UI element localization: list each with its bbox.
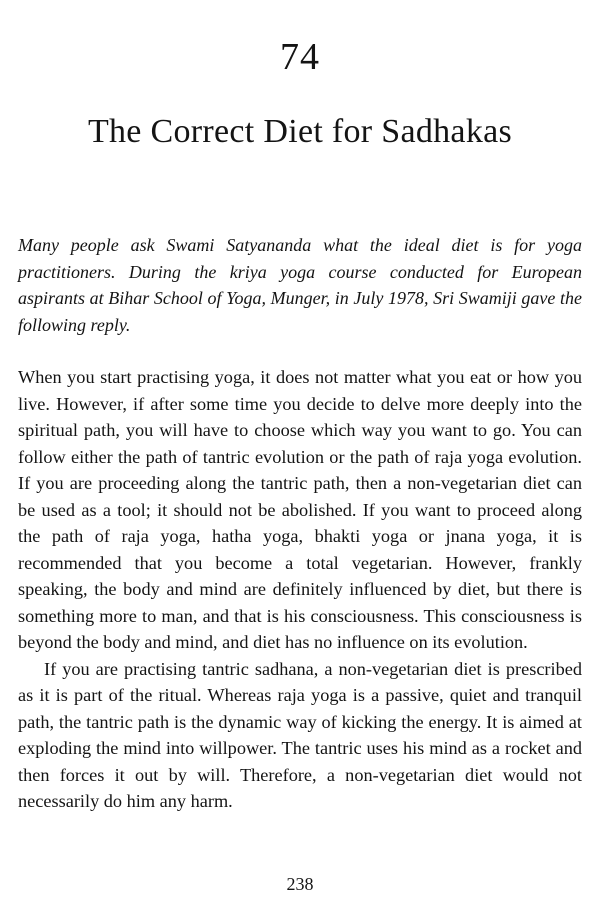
page-number: 238 <box>286 874 314 894</box>
body-paragraph: If you are practising tantric sadhana, a non-vegetarian diet is prescribed as it is part of the ritual. Whereas raja yoga is a passive, quiet and tranquil path, the tantric path is the dynamic way of kicking the energy. It is aimed at exploding the mind into willpower. The tantric uses his mind as a rocket and then forces it out by will. Therefore, a non-vegetarian diet would not necessarily do him any harm. <box>18 658 582 811</box>
chapter-title: The Correct Diet for Sadhakas <box>87 113 513 150</box>
chapter-number: 74 <box>280 36 320 78</box>
body-text <box>18 364 582 815</box>
body-paragraph: When you start practising yoga, it does not matter what you eat or how you live. However, if after some time you decide to delve more deeply into the spiritual path, you will have to choose which way you want to go. You can follow either the path of tantric evolution or the path of raja yoga evolution. If you are proceeding along the tantric path, then a non-vegetarian diet can be used as a tool; it should not be abolished. If you want to proceed along the path of raja yoga, hatha yoga, bhakti yoga or jnana yoga, it is recommended that you become a total vegetarian. However, frankly speaking, the body and mind are definitely influenced by diet, but there is something more to man, and that is his consciousness. This consciousness is beyond the body and mind, and diet has no influence on its evolution. <box>18 367 582 652</box>
intro-paragraph: Many people ask Swami Satyananda what the ideal diet is for yoga practitioners. During the kriya yoga course conducted for European aspirants at Bihar School of Yoga, Munger, in July 1978, Sri Swamiji gave the following reply. <box>18 235 582 335</box>
